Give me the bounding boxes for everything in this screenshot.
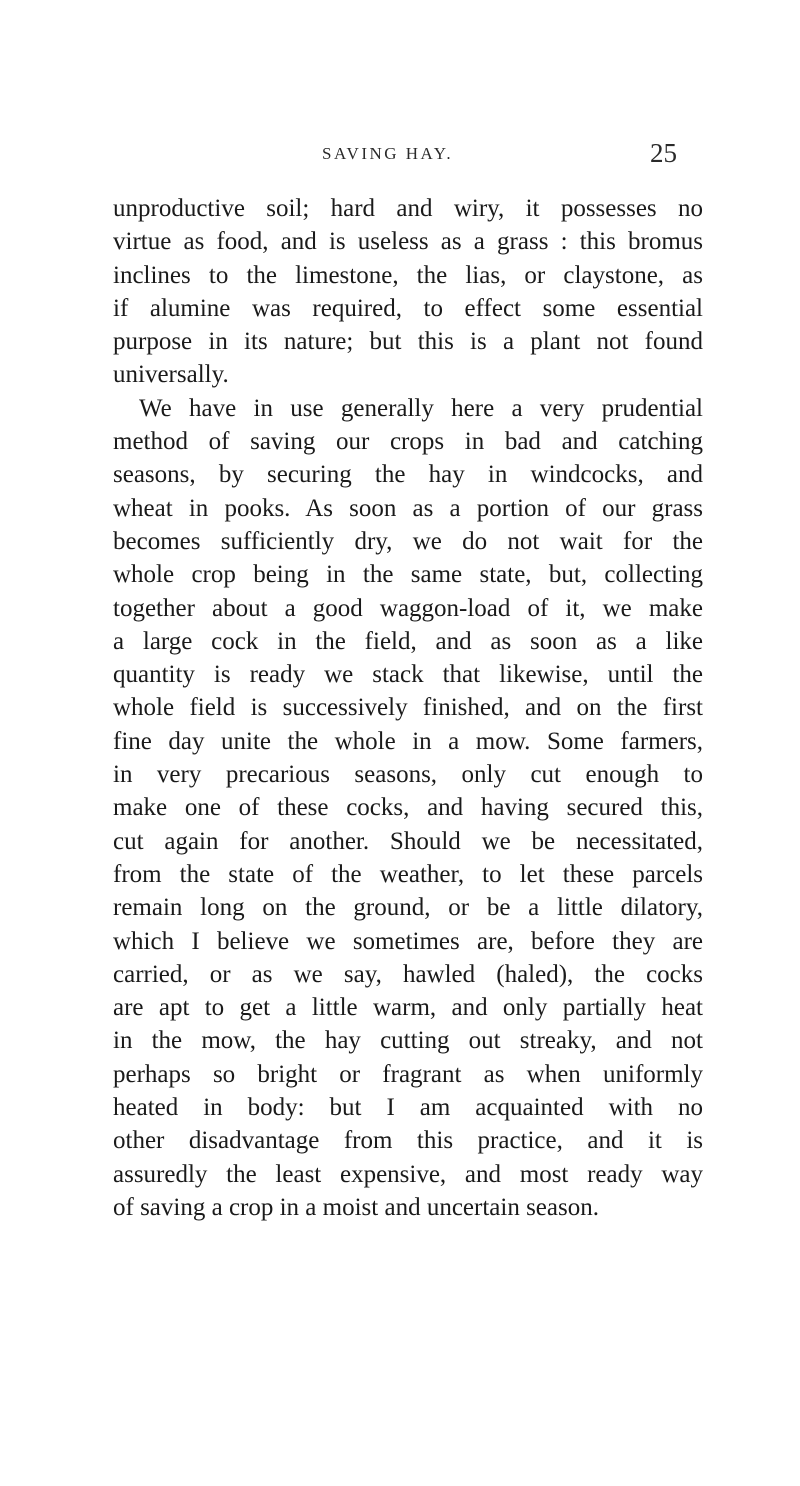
text-line: cut again for another. Should we be necessitated, xyxy=(113,827,703,855)
text-line: inclines to the limestone, the lias, or claystone, as xyxy=(113,261,703,289)
body-text xyxy=(113,192,703,1224)
text-line: becomes sufficiently dry, we do not wait for the xyxy=(113,527,703,555)
text-line: whole field is successively finished, and on the first xyxy=(113,694,703,722)
text-line: are apt to get a little warm, and only partially heat xyxy=(113,994,703,1022)
text-line: method of saving our crops in bad and catching xyxy=(113,428,703,456)
text-line: quantity is ready we stack that likewise, until the xyxy=(113,661,703,689)
text-line: fine day unite the whole in a mow. Some farmers, xyxy=(113,727,703,755)
text-line: in very precarious seasons, only cut enough to xyxy=(113,761,703,789)
text-line: together about a good waggon-load of it, we make xyxy=(113,594,703,622)
running-head: SAVING HAY. xyxy=(322,144,454,163)
text-line: carried, or as we say, hawled (haled), the cocks xyxy=(113,960,703,988)
text-line: assuredly the least expensive, and most ready way xyxy=(113,1160,703,1188)
text-line: perhaps so bright or fragrant as when uniformly xyxy=(113,1060,703,1088)
text-line: from the state of the weather, to let these parcels xyxy=(113,860,703,888)
text-line: We have in use generally here a very prudential xyxy=(139,394,703,422)
text-line: seasons, by securing the hay in windcocks, and xyxy=(113,461,703,489)
text-line: of saving a crop in a moist and uncertain season. xyxy=(113,1193,599,1221)
text-line: virtue as food, and is useless as a grass : this bromus xyxy=(113,228,703,256)
page-header xyxy=(0,138,800,178)
page-number: 25 xyxy=(650,138,677,168)
text-line: make one of these cocks, and having secured this, xyxy=(113,794,703,822)
text-line: which I believe we sometimes are, before they are xyxy=(113,927,703,955)
text-line: unproductive soil; hard and wiry, it possesses no xyxy=(113,195,703,222)
text-line: whole crop being in the same state, but, collecting xyxy=(113,561,703,589)
text-line: universally. xyxy=(113,361,229,389)
text-line: remain long on the ground, or be a little dilatory, xyxy=(113,894,703,922)
text-line: heated in body: but I am acquainted with no xyxy=(113,1094,703,1122)
text-line: a large cock in the field, and as soon as a like xyxy=(113,627,703,655)
text-line: other disadvantage from this practice, and it is xyxy=(113,1127,703,1155)
text-line: in the mow, the hay cutting out streaky, and not xyxy=(113,1027,703,1055)
text-line: wheat in pooks. As soon as a portion of our grass xyxy=(113,494,703,522)
text-line: purpose in its nature; but this is a plant not found xyxy=(113,328,703,356)
text-line: if alumine was required, to effect some essential xyxy=(113,294,703,322)
